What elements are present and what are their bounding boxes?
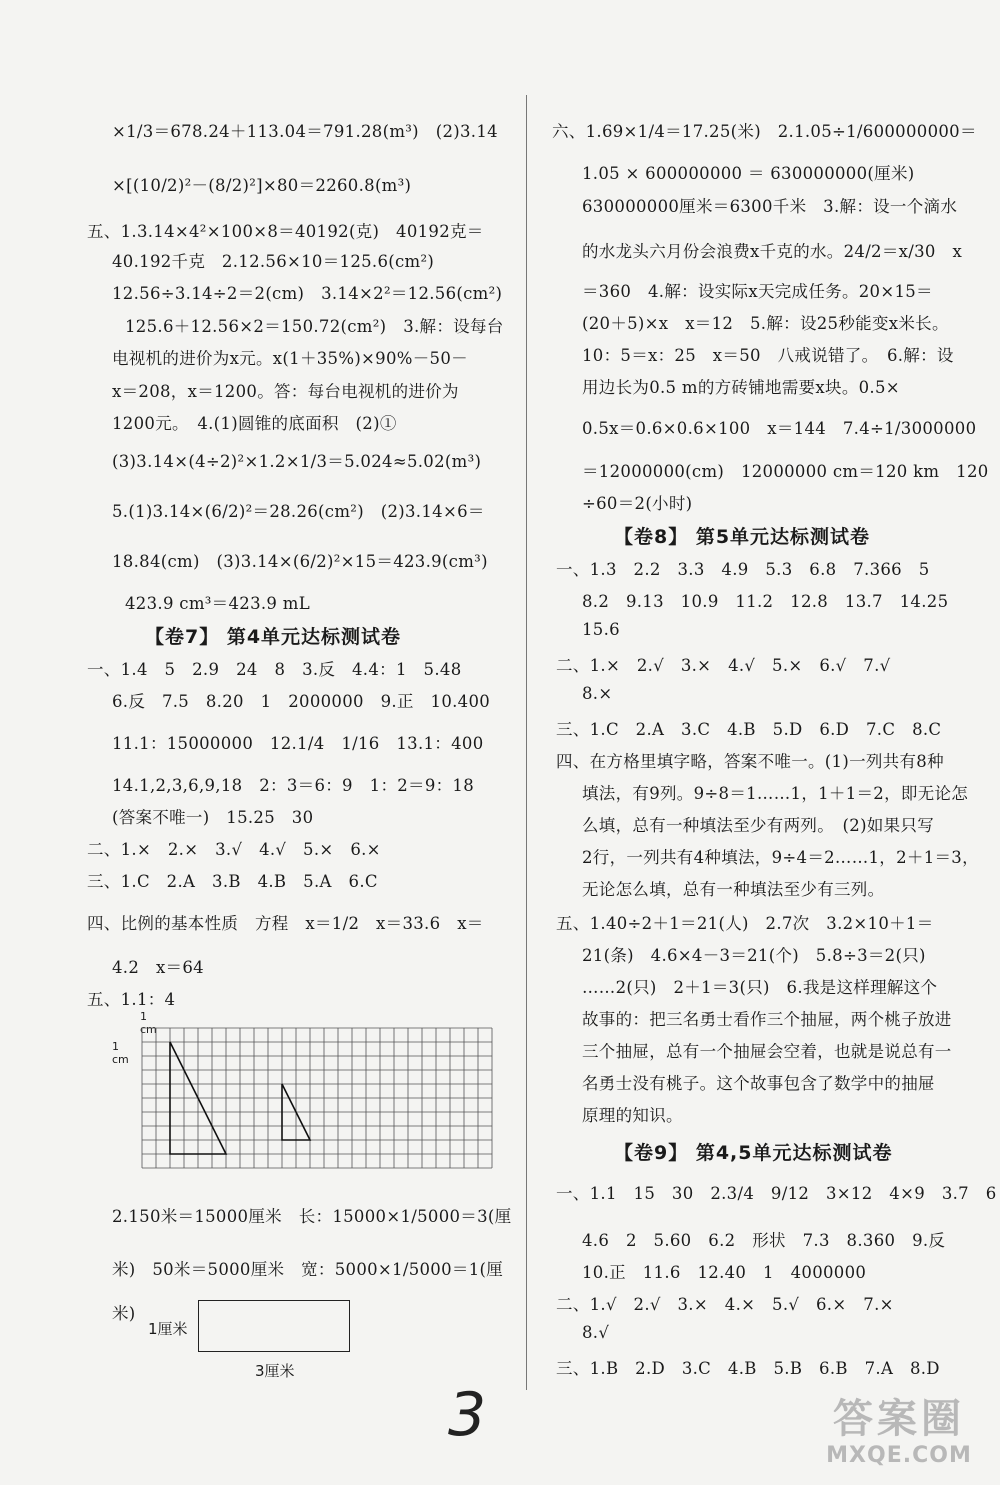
answer-line: 21(条) 4.6×4－3＝21(个) 5.8÷3＝2(只) <box>582 946 926 965</box>
answer-line: 4.6 2 5.60 6.2 形状 7.3 8.360 9.反 <box>582 1231 946 1250</box>
answer-line: x＝208，x＝1200。答：每台电视机的进价为 <box>112 382 459 401</box>
answer-line: 5.(1)3.14×(6/2)²＝28.26(cm²) (2)3.14×6＝ <box>112 502 485 521</box>
answer-line: 125.6＋12.56×2＝150.72(cm²) 3.解：设每台 <box>125 317 504 336</box>
answer-line: 二、1.× 2.× 3.√ 4.√ 5.× 6.× <box>87 840 381 859</box>
answer-line: 8.√ <box>582 1323 610 1342</box>
answer-line: 10.正 11.6 12.40 1 4000000 <box>582 1263 867 1282</box>
answer-line: (3)3.14×(4÷2)²×1.2×1/3＝5.024≈5.02(m³) <box>112 452 482 471</box>
answer-line: 10：5＝x：25 x＝50 八戒说错了。 6.解：设 <box>582 346 954 365</box>
grid-svg <box>112 1010 502 1185</box>
answer-line: 一、1.3 2.2 3.3 4.9 5.3 6.8 7.366 5 <box>556 560 930 579</box>
answer-line: 1200元。 4.(1)圆锥的底面积 (2)① <box>112 414 397 433</box>
answer-line: 1.05 × 600000000 ＝ 630000000(厘米) <box>582 164 915 183</box>
answer-line: 三个抽屉，总有一个抽屉会空着，也就是说总有一 <box>582 1042 952 1061</box>
answer-line: 故事的：把三名勇士看作三个抽屉，两个桃子放进 <box>582 1010 952 1029</box>
rectangle-drawing <box>198 1300 350 1352</box>
column-divider <box>526 95 527 1390</box>
answer-line: 一、1.4 5 2.9 24 8 3.反 4.4：1 5.48 <box>87 660 462 679</box>
rect-height-label: 1厘米 <box>148 1320 188 1338</box>
answer-line: 无论怎么填，总有一种填法至少有三列。 <box>582 880 885 899</box>
answer-line: 18.84(cm) (3)3.14×(6/2)²×15＝423.9(cm³) <box>112 552 488 571</box>
rect-width-label: 3厘米 <box>255 1362 295 1380</box>
answer-line: 40.192千克 2.12.56×10＝125.6(cm²) <box>112 252 435 271</box>
answer-line: 14.1,2,3,6,9,18 2：3＝6：9 1：2＝9：18 <box>112 776 475 795</box>
answer-line: 二、1.√ 2.√ 3.× 4.× 5.√ 6.× 7.× <box>556 1295 894 1314</box>
answer-line: ……2(只) 2＋1＝3(只) 6.我是这样理解这个 <box>582 978 938 997</box>
watermark-line2: MXQE.COM <box>826 1443 972 1468</box>
answer-line: 423.9 cm³＝423.9 mL <box>125 594 310 613</box>
answer-line: 二、1.× 2.√ 3.× 4.√ 5.× 6.√ 7.√ <box>556 656 891 675</box>
watermark-logo <box>800 1395 998 1485</box>
answer-line: (答案不唯一) 15.25 30 <box>112 808 314 827</box>
answer-line: 一、1.1 15 30 2.3/4 9/12 3×12 4×9 3.7 6 <box>556 1184 997 1203</box>
answer-line: 11.1：15000000 12.1/4 1/16 13.1：400 <box>112 734 484 753</box>
answer-line: ＝360 4.解：设实际x天完成任务。20×15＝ <box>582 282 933 301</box>
grid-label-side: 1 cm <box>112 1040 129 1066</box>
answer-line: 米) <box>112 1304 136 1323</box>
section-heading: 【卷7】 第4单元达标测试卷 <box>145 626 402 648</box>
answer-line: ×[(10/2)²－(8/2)²]×80＝2260.8(m³) <box>112 176 412 195</box>
answer-line: ×1/3＝678.24＋113.04＝791.28(m³) (2)3.14 <box>112 122 498 141</box>
section-heading: 【卷8】 第5单元达标测试卷 <box>614 526 871 548</box>
answer-line: 三、1.B 2.D 3.C 4.B 5.B 6.B 7.A 8.D <box>556 1359 940 1378</box>
answer-line: 8.× <box>582 684 613 703</box>
answer-line: 用边长为0.5 m的方砖铺地需要x块。0.5× <box>582 378 900 397</box>
answer-line: 米) 50米＝5000厘米 宽：5000×1/5000＝1(厘 <box>112 1260 504 1279</box>
page-number: 3 <box>448 1380 487 1450</box>
answer-line: 五、1.3.14×4²×100×8＝40192(克) 40192克＝ <box>87 222 484 241</box>
answer-line: 填法，有9列。9÷8＝1……1，1＋1＝2，即无论怎 <box>582 784 969 803</box>
answer-line: 六、1.69×1/4＝17.25(米) 2.1.05÷1/600000000＝ <box>552 122 977 141</box>
answer-line: 么填，总有一种填法至少有两列。 (2)如果只写 <box>582 816 935 835</box>
answer-line: 三、1.C 2.A 3.B 4.B 5.A 6.C <box>87 872 378 891</box>
answer-line: 4.2 x＝64 <box>112 958 204 977</box>
answer-line: (20＋5)×x x＝12 5.解：设25秒能变x米长。 <box>582 314 949 333</box>
section-heading: 【卷9】 第4,5单元达标测试卷 <box>614 1142 893 1164</box>
answer-line: 15.6 <box>582 620 620 639</box>
watermark-line1: 答案圈 <box>833 1396 965 1442</box>
answer-line: 2行，一列共有4种填法，9÷4＝2……1，2＋1＝3， <box>582 848 979 867</box>
answer-line: 2.150米＝15000厘米 长：15000×1/5000＝3(厘 <box>112 1207 512 1226</box>
answer-line: 630000000厘米＝6300千米 3.解：设一个滴水 <box>582 197 958 216</box>
answer-line: 原理的知识。 <box>582 1106 683 1125</box>
answer-line: ＝12000000(cm) 12000000 cm＝120 km 120 <box>582 462 989 481</box>
answer-line: 8.2 9.13 10.9 11.2 12.8 13.7 14.25 <box>582 592 949 611</box>
answer-line: 五、1.1：4 <box>87 990 176 1009</box>
answer-line: 四、比例的基本性质 方程 x＝1/2 x＝33.6 x＝ <box>87 914 484 933</box>
answer-line: 6.反 7.5 8.20 1 2000000 9.正 10.400 <box>112 692 491 711</box>
grid-label-top: 1 cm <box>140 1010 157 1036</box>
answer-line: 电视机的进价为x元。x(1＋35%)×90%－50－ <box>112 349 468 368</box>
answer-line: 名勇士没有桃子。这个故事包含了数学中的抽屉 <box>582 1074 935 1093</box>
answer-line: 五、1.40÷2＋1＝21(人) 2.7次 3.2×10＋1＝ <box>556 914 934 933</box>
answer-line: 0.5x＝0.6×0.6×100 x＝144 7.4÷1/3000000 <box>582 419 977 438</box>
answer-line: 三、1.C 2.A 3.C 4.B 5.D 6.D 7.C 8.C <box>556 720 942 739</box>
answer-line: 的水龙头六月份会浪费x千克的水。24/2＝x/30 x <box>582 242 963 261</box>
answer-line: ÷60＝2(小时) <box>582 494 693 513</box>
answer-line: 四、在方格里填字略，答案不唯一。(1)一列共有8种 <box>556 752 944 771</box>
answer-line: 12.56÷3.14÷2＝2(cm) 3.14×2²＝12.56(cm²) <box>112 284 503 303</box>
